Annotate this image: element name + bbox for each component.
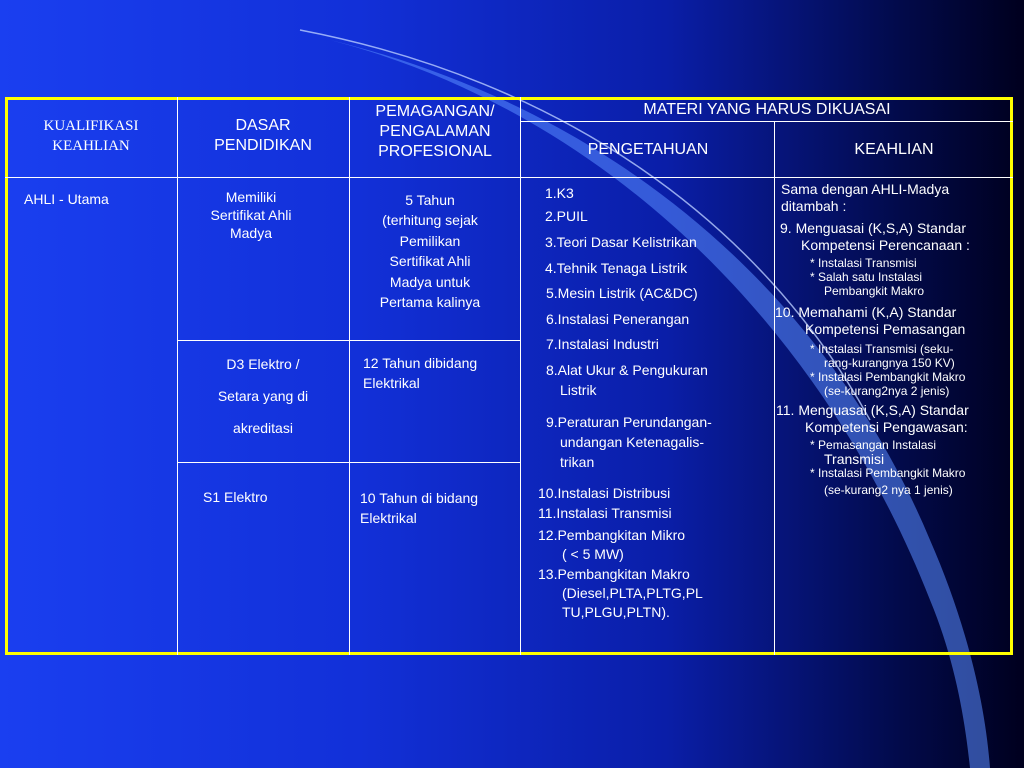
pengetahuan-item: 4.Tehnik Tenaga Listrik [545, 260, 688, 276]
keahlian-subitems-10: * Instalasi Transmisi (seku- rang-kurangnya 150 KV) * Instalasi Pembangkit Makro (se-kurang2nya 2 jenis) [810, 342, 966, 398]
pengetahuan-item: Listrik [560, 382, 597, 398]
pengetahuan-item: 13.Pembangkitan Makro [538, 566, 690, 582]
header-pemagangan: PEMAGANGAN/ PENGALAMAN PROFESIONAL [375, 103, 495, 160]
keahlian-item-11: 11. Menguasai (K,S,A) Standar Kompetensi Pengawasan: [776, 402, 969, 435]
header-bottom-line [5, 177, 1013, 178]
pengetahuan-item: trikan [560, 454, 595, 470]
pengetahuan-item: 2.PUIL [545, 208, 588, 224]
pengetahuan-item: undangan Ketenagalis- [560, 434, 705, 450]
col-divider [177, 97, 178, 655]
header-dasar-pendidikan: DASAR PENDIDIKAN [214, 117, 312, 154]
cell-dasar-3: S1 Elektro [203, 489, 268, 505]
keahlian-item-10: 10. Memahami (K,A) Standar Kompetensi Pemasangan [775, 304, 966, 337]
pengetahuan-item: 11.Instalasi Transmisi [538, 505, 672, 521]
cell-dasar-2: D3 Elektro / Setara yang di akreditasi [217, 356, 309, 436]
keahlian-subitems-9: * Instalasi Transmisi * Salah satu Instalasi Pembangkit Makro [810, 256, 925, 298]
pengetahuan-item: ( < 5 MW) [562, 546, 624, 562]
col-divider [349, 97, 350, 655]
col-divider [520, 97, 521, 655]
pengetahuan-item: 10.Instalasi Distribusi [538, 485, 671, 501]
pengetahuan-item: 1.K3 [545, 185, 574, 201]
pengetahuan-item: 5.Mesin Listrik (AC&DC) [546, 285, 698, 301]
cell-dasar-1: Memiliki Sertifikat Ahli Madya [210, 189, 292, 241]
pengetahuan-item: TU,PLGU,PLTN). [562, 604, 670, 620]
keahlian-intro: Sama dengan AHLI-Madya ditambah : [781, 181, 950, 214]
pengetahuan-item: 9.Peraturan Perundangan- [546, 414, 712, 430]
col-divider [774, 121, 775, 655]
pengetahuan-item: 8.Alat Ukur & Pengukuran [546, 362, 708, 378]
row-divider [177, 340, 520, 341]
keahlian-subitems-11: * Pemasangan Instalasi Transmisi * Instalasi Pembangkit Makro (se-kurang2 nya 1 jenis) [810, 438, 966, 497]
header-pengetahuan: PENGETAHUAN [587, 141, 709, 158]
header-keahlian: KEAHLIAN [854, 141, 934, 158]
cell-pengalaman-3: 10 Tahun di bidang Elektrikal [360, 490, 479, 526]
pengetahuan-item: 3.Teori Dasar Kelistrikan [545, 234, 697, 250]
pengetahuan-item: 6.Instalasi Penerangan [546, 311, 690, 327]
header-kualifikasi: KUALIFIKASI KEAHLIAN [43, 118, 139, 154]
pengetahuan-item: (Diesel,PLTA,PLTG,PL [562, 585, 703, 601]
header-divider [520, 121, 1013, 122]
pengetahuan-item: 7.Instalasi Industri [546, 336, 659, 352]
cell-pengalaman-1: 5 Tahun (terhitung sejak Pemilikan Sertifikat Ahli Madya untuk Pertama kalinya [379, 192, 481, 311]
row-divider [177, 462, 520, 463]
cell-kualifikasi: AHLI - Utama [24, 191, 109, 207]
keahlian-item-9: 9. Menguasai (K,S,A) Standar Kompetensi Perencanaan : [780, 220, 970, 253]
header-materi: MATERI YANG HARUS DIKUASAI [643, 101, 891, 118]
pengetahuan-item: 12.Pembangkitan Mikro [538, 527, 686, 543]
cell-pengalaman-2: 12 Tahun dibidang Elektrikal [363, 355, 478, 391]
